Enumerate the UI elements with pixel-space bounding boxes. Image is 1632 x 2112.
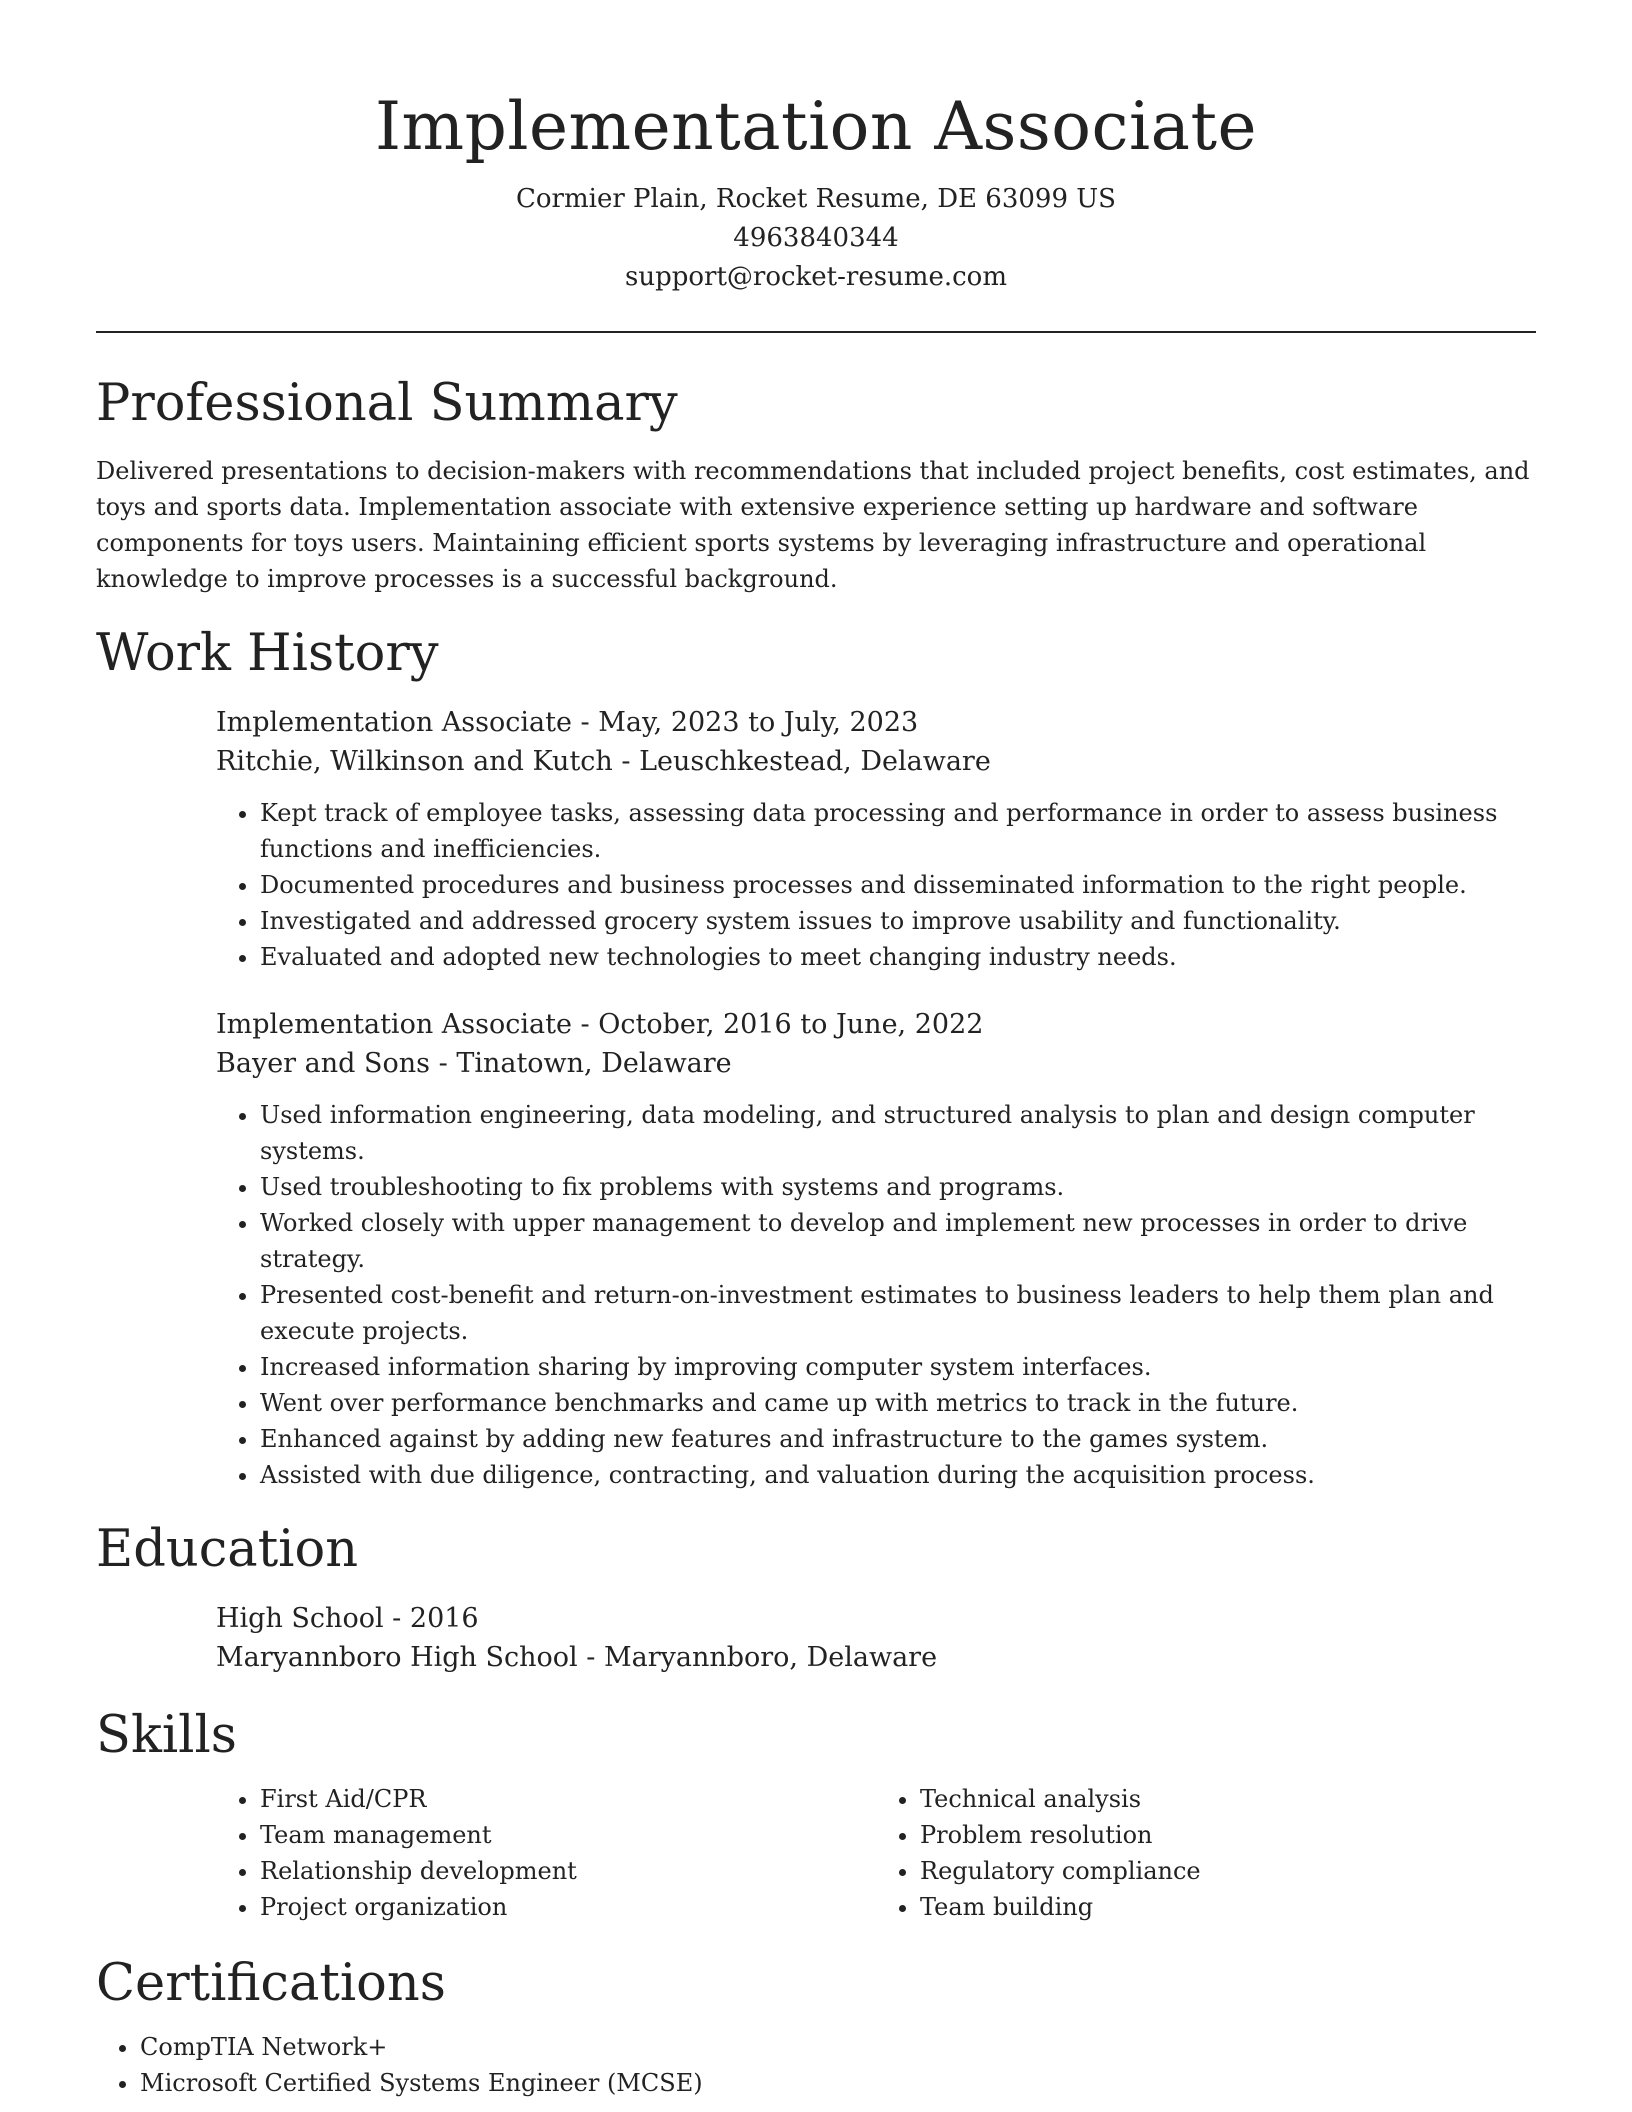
education-year: 2016 — [409, 1603, 479, 1634]
certification-item: • Microsoft Certified Systems Engineer (MCSE) — [140, 2065, 1536, 2101]
work-history-title: Work History — [96, 624, 439, 683]
job-company-line — [216, 742, 1536, 781]
job-company-line — [216, 1044, 1536, 1083]
job-bullet: • Evaluated and adopted new technologies to meet changing industry needs. — [260, 939, 1536, 975]
summary-text: Delivered presentations to decision-makers with recommendations that included project benefits, cost estimates, and toys and sports data. Implementation associate with extensive experience setting up hardware and software components for toys users. Maintaining efficient sports systems by leveraging infrastructure and operational knowledge to improve processes is a successful background. — [96, 457, 1530, 593]
separator: - — [383, 1603, 410, 1634]
job-bullet: • Enhanced against by adding new features and infrastructure to the games system. — [260, 1421, 1536, 1457]
separator: - — [571, 1009, 599, 1040]
job-dates: October, 2016 to June, 2022 — [598, 1009, 984, 1040]
certifications-list — [96, 2029, 1536, 2101]
education-location: Maryannboro, Delaware — [603, 1642, 938, 1673]
job-location: Tinatown, Delaware — [456, 1048, 732, 1079]
job-title-line — [216, 703, 1536, 742]
job-bullet: • Increased information sharing by improving computer system interfaces. — [260, 1349, 1536, 1385]
job-entry — [216, 703, 1536, 975]
skills-list-left — [216, 1781, 876, 1925]
skill-item: • Team management — [260, 1817, 876, 1853]
job-role: Implementation Associate — [216, 707, 572, 738]
job-dates: May, 2023 to July, 2023 — [598, 707, 919, 738]
work-history-section — [96, 623, 1536, 1493]
job-bullet: • Investigated and addressed grocery system issues to improve usability and functionality. — [260, 903, 1536, 939]
contact-block — [96, 180, 1536, 297]
job-bullet: • Worked closely with upper management to develop and implement new processes in order to drive strategy. — [260, 1205, 1536, 1277]
skill-item: • Regulatory compliance — [920, 1853, 1536, 1889]
separator: - — [571, 707, 599, 738]
education-school-line — [216, 1638, 1536, 1677]
education-degree: High School — [216, 1603, 384, 1634]
certifications-section — [96, 1953, 1536, 2101]
job-bullet: • Went over performance benchmarks and came up with metrics to track in the future. — [260, 1385, 1536, 1421]
skill-item: • Project organization — [260, 1889, 876, 1925]
separator: - — [612, 746, 640, 777]
skills-list-right — [876, 1781, 1536, 1925]
education-title: Education — [96, 1520, 359, 1579]
job-bullet: • Used information engineering, data modeling, and structured analysis to plan and design computer systems. — [260, 1097, 1536, 1169]
skill-item: • First Aid/CPR — [260, 1781, 876, 1817]
contact-address: Cormier Plain, Rocket Resume, DE 63099 US — [516, 184, 1116, 214]
education-entry — [216, 1599, 1536, 1677]
education-section — [96, 1519, 1536, 1677]
summary-section — [96, 373, 1536, 597]
job-bullet-list — [216, 1097, 1536, 1493]
job-title-line — [216, 1005, 1536, 1044]
separator: - — [430, 1048, 457, 1079]
job-company: Ritchie, Wilkinson and Kutch — [216, 746, 613, 777]
job-company: Bayer and Sons — [216, 1048, 431, 1079]
resume-page — [96, 0, 1536, 2101]
header-divider — [96, 331, 1536, 333]
skill-item: • Problem resolution — [920, 1817, 1536, 1853]
job-bullet: • Kept track of employee tasks, assessing data processing and performance in order to assess business functions and inefficiencies. — [260, 795, 1536, 867]
certifications-title: Certifications — [96, 1954, 446, 2013]
skills-title: Skills — [96, 1706, 237, 1765]
job-entry — [216, 1005, 1536, 1493]
skill-item: • Team building — [920, 1889, 1536, 1925]
contact-email: support@rocket-resume.com — [624, 262, 1007, 292]
summary-title: Professional Summary — [96, 374, 678, 433]
skill-item: • Relationship development — [260, 1853, 876, 1889]
job-bullet: • Assisted with due diligence, contracting, and valuation during the acquisition process. — [260, 1457, 1536, 1493]
job-bullet: • Presented cost-benefit and return-on-investment estimates to business leaders to help them plan and execute projects. — [260, 1277, 1536, 1349]
job-location: Leuschkestead, Delaware — [639, 746, 991, 777]
job-role: Implementation Associate — [216, 1009, 572, 1040]
contact-phone: 4963840344 — [733, 223, 899, 253]
education-degree-line — [216, 1599, 1536, 1638]
skill-item: • Technical analysis — [920, 1781, 1536, 1817]
education-school: Maryannboro High School — [216, 1642, 578, 1673]
certification-item: • CompTIA Network+ — [140, 2029, 1536, 2065]
job-bullet-list — [216, 795, 1536, 975]
job-bullet: • Documented procedures and business processes and disseminated information to the right people. — [260, 867, 1536, 903]
resume-name: Implementation Associate — [374, 88, 1258, 165]
skills-grid — [216, 1781, 1536, 1925]
skills-section — [96, 1705, 1536, 1925]
separator: - — [577, 1642, 604, 1673]
job-bullet: • Used troubleshooting to fix problems with systems and programs. — [260, 1169, 1536, 1205]
